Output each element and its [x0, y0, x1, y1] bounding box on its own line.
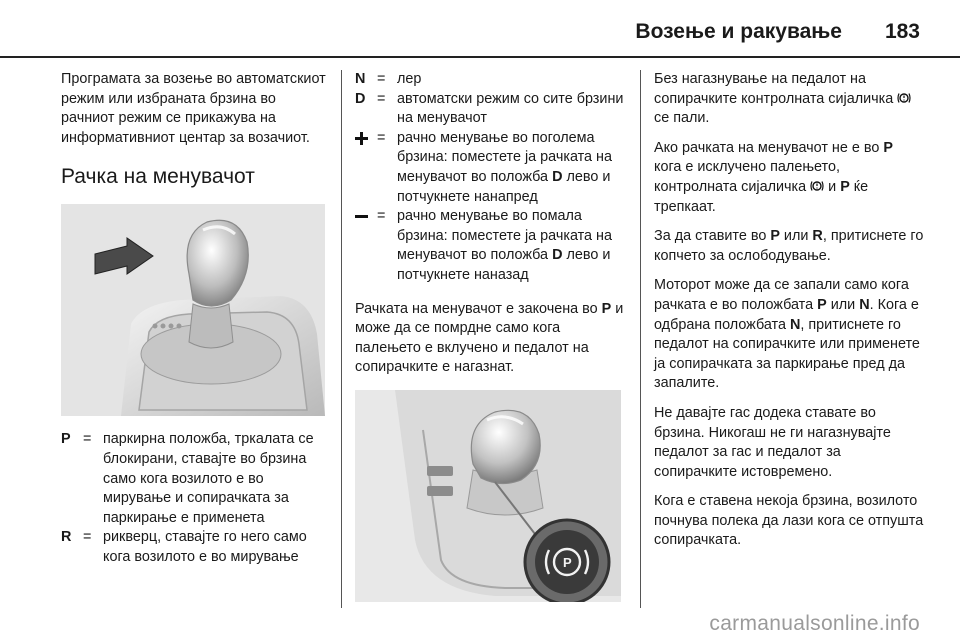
p-release-button: За да ставите во P или R, притиснете го копчето за ослободување. — [654, 228, 924, 264]
gear-lever-illustration — [61, 204, 325, 416]
column-right — [654, 70, 924, 561]
def-plus: = рачно менување во поголема брзина: поместете ја рачката на менувачот во положба D лево и потчукнете нанапред — [355, 129, 625, 207]
plus-icon — [355, 132, 368, 145]
p-engine-start: Моторот може да се запали само кога рачката е во положбата P или N. Кога е одбрана положбата N, притиснете го педалот на сопирачките или применете ја сопирачката за паркирање пред да запалите. — [654, 277, 920, 392]
column-left — [61, 70, 327, 568]
header-rule — [0, 56, 960, 58]
position-list-2 — [355, 70, 625, 286]
p-ignition-off: Ако рачката на менувачот не е во P кога е исклучено палењето, контролната сијаличка и P ќе трепкаат. — [654, 139, 893, 215]
page-header — [0, 0, 960, 58]
column-divider-1 — [341, 70, 342, 608]
p-no-throttle: Не давајте гас додека ставате во брзина. Никогаш не ги нагазнувајте педалот за гас и педалот за сопирачките истовремено. — [654, 404, 891, 480]
svg-text:P: P — [563, 554, 572, 570]
def-minus: = рачно менување во помала брзина: поместете ја рачката на менувачот во положба D лево и потчукнете наназад — [355, 207, 625, 285]
column-middle — [355, 70, 625, 602]
watermark: carmanualsonline.info — [709, 612, 920, 635]
def-n: N = лер — [355, 71, 422, 87]
p-creep: Кога е ставена некоја брзина, возилото почнува полека да лази кога се отпушта сопирачката. — [654, 493, 924, 549]
def-r: R = рикверц, ставајте го него само кога возилото е во мирување — [61, 529, 307, 565]
p-brake-light: Без нагазнување на педалот на сопирачките контролната сијаличка се пали. — [654, 70, 924, 129]
brake-warning-icon — [810, 179, 828, 195]
position-list-1 — [61, 430, 327, 567]
minus-icon — [355, 210, 368, 223]
column-divider-2 — [640, 70, 641, 608]
intro-paragraph: Програмата за возење во автоматскиот режим или избраната брзина во рачниот режим се прикажува на информативниот центар за возачиот. — [61, 71, 326, 146]
lever-locked-paragraph: Рачката на менувачот е закочена во P и може да се помрдне само кога палењето е вклучено и педалот на сопирачките е нагазнат. — [355, 300, 624, 376]
release-button-illustration — [355, 390, 621, 602]
gear-lever-heading: Рачка на менувачот — [61, 165, 255, 189]
brake-warning-icon — [897, 91, 911, 107]
section-title: Возење и ракување — [635, 20, 842, 43]
page-number: 183 — [884, 20, 920, 43]
def-p: P = паркирна положба, тркалата се блокирани, ставајте во брзина само кога возилото е во мирување и сопирачката за паркирање е применета — [61, 431, 314, 526]
def-d: D = автоматски режим со сите брзини на менувачот — [355, 90, 624, 127]
